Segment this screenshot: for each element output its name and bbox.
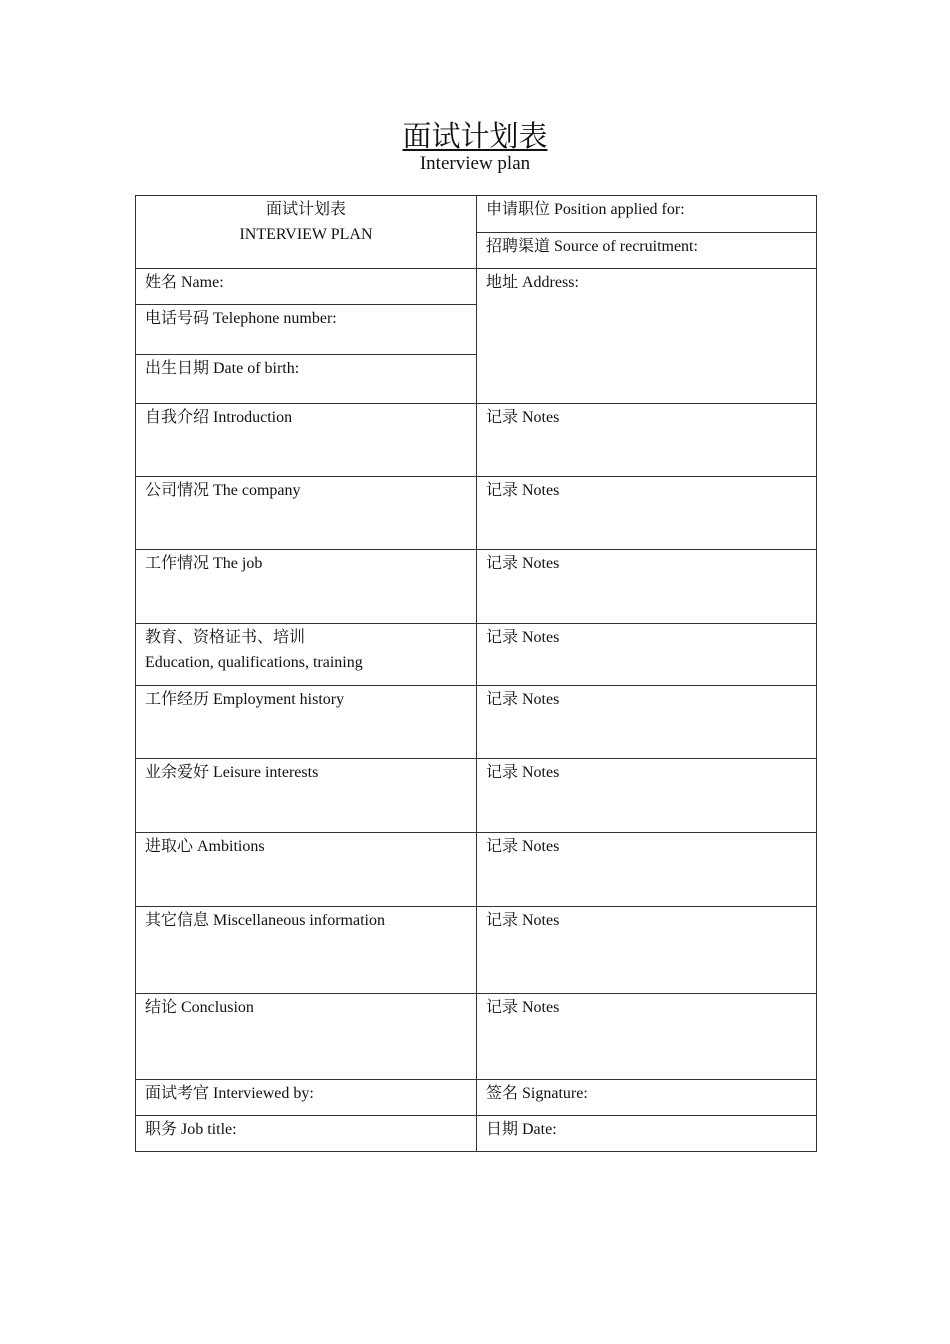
address-label: 地址 Address: xyxy=(486,274,579,291)
leisure-notes-cell[interactable] xyxy=(477,759,817,833)
ambitions-notes-cell[interactable] xyxy=(477,833,817,907)
company-notes-cell[interactable] xyxy=(477,477,817,550)
date-field[interactable] xyxy=(477,1116,817,1152)
introduction-cell[interactable] xyxy=(136,404,477,477)
signature-label: 签名 Signature: xyxy=(486,1085,588,1102)
notes-label: 记录 Notes xyxy=(486,555,560,572)
job-title-field[interactable] xyxy=(136,1116,477,1152)
name-label: 姓名 Name: xyxy=(145,274,224,291)
telephone-field[interactable] xyxy=(136,305,477,355)
date-label: 日期 Date: xyxy=(486,1121,557,1138)
notes-label: 记录 Notes xyxy=(486,482,560,499)
introduction-notes-cell[interactable] xyxy=(477,404,817,477)
job-title-label: 职务 Job title: xyxy=(145,1121,237,1138)
leisure-cell[interactable] xyxy=(136,759,477,833)
interviewer-label: 面试考官 Interviewed by: xyxy=(145,1085,314,1102)
section-label: 其它信息 Miscellaneous information xyxy=(145,912,385,929)
notes-label: 记录 Notes xyxy=(486,409,560,426)
company-cell[interactable] xyxy=(136,477,477,550)
conclusion-notes-cell[interactable] xyxy=(477,994,817,1080)
position-applied-label: 申请职位 Position applied for: xyxy=(486,201,685,218)
signature-field[interactable] xyxy=(477,1080,817,1116)
conclusion-cell[interactable] xyxy=(136,994,477,1080)
section-label: 教育、资格证书、培训 xyxy=(145,629,306,646)
section-label: 自我介绍 Introduction xyxy=(145,409,293,426)
dob-label: 出生日期 Date of birth: xyxy=(145,360,300,377)
job-notes-cell[interactable] xyxy=(477,550,817,624)
form-heading-cell xyxy=(136,196,477,269)
misc-notes-cell[interactable] xyxy=(477,907,817,994)
position-applied-field[interactable] xyxy=(477,196,817,233)
name-field[interactable] xyxy=(136,269,477,305)
ambitions-cell[interactable] xyxy=(136,833,477,907)
address-field[interactable] xyxy=(477,269,817,404)
education-notes-cell[interactable] xyxy=(477,624,817,686)
section-label: 工作情况 The job xyxy=(145,555,263,572)
recruitment-source-label: 招聘渠道 Source of recruitment: xyxy=(486,238,698,255)
page-subtitle: Interview plan xyxy=(419,153,531,174)
section-label: 公司情况 The company xyxy=(145,482,301,499)
employment-notes-cell[interactable] xyxy=(477,686,817,759)
section-label: 业余爱好 Leisure interests xyxy=(145,764,319,781)
notes-label: 记录 Notes xyxy=(486,999,560,1016)
form-heading-en: INTERVIEW PLAN xyxy=(239,226,373,243)
job-cell[interactable] xyxy=(136,550,477,624)
notes-label: 记录 Notes xyxy=(486,838,560,855)
employment-cell[interactable] xyxy=(136,686,477,759)
section-label: 进取心 Ambitions xyxy=(145,838,265,855)
notes-label: 记录 Notes xyxy=(486,691,560,708)
page-title-cn: 面试计划表 xyxy=(402,121,548,153)
recruitment-source-field[interactable] xyxy=(477,233,817,269)
notes-label: 记录 Notes xyxy=(486,912,560,929)
education-cell[interactable] xyxy=(136,624,477,686)
notes-label: 记录 Notes xyxy=(486,764,560,781)
interview-plan-table xyxy=(135,195,817,1152)
notes-label: 记录 Notes xyxy=(486,629,560,646)
misc-cell[interactable] xyxy=(136,907,477,994)
interviewer-field[interactable] xyxy=(136,1080,477,1116)
telephone-label: 电话号码 Telephone number: xyxy=(145,310,337,327)
section-label-en: Education, qualifications, training xyxy=(145,654,363,671)
page-title xyxy=(0,120,950,154)
dob-field[interactable] xyxy=(136,355,477,404)
form-heading-cn: 面试计划表 xyxy=(265,201,346,218)
section-label: 工作经历 Employment history xyxy=(145,691,345,708)
section-label: 结论 Conclusion xyxy=(145,999,254,1016)
